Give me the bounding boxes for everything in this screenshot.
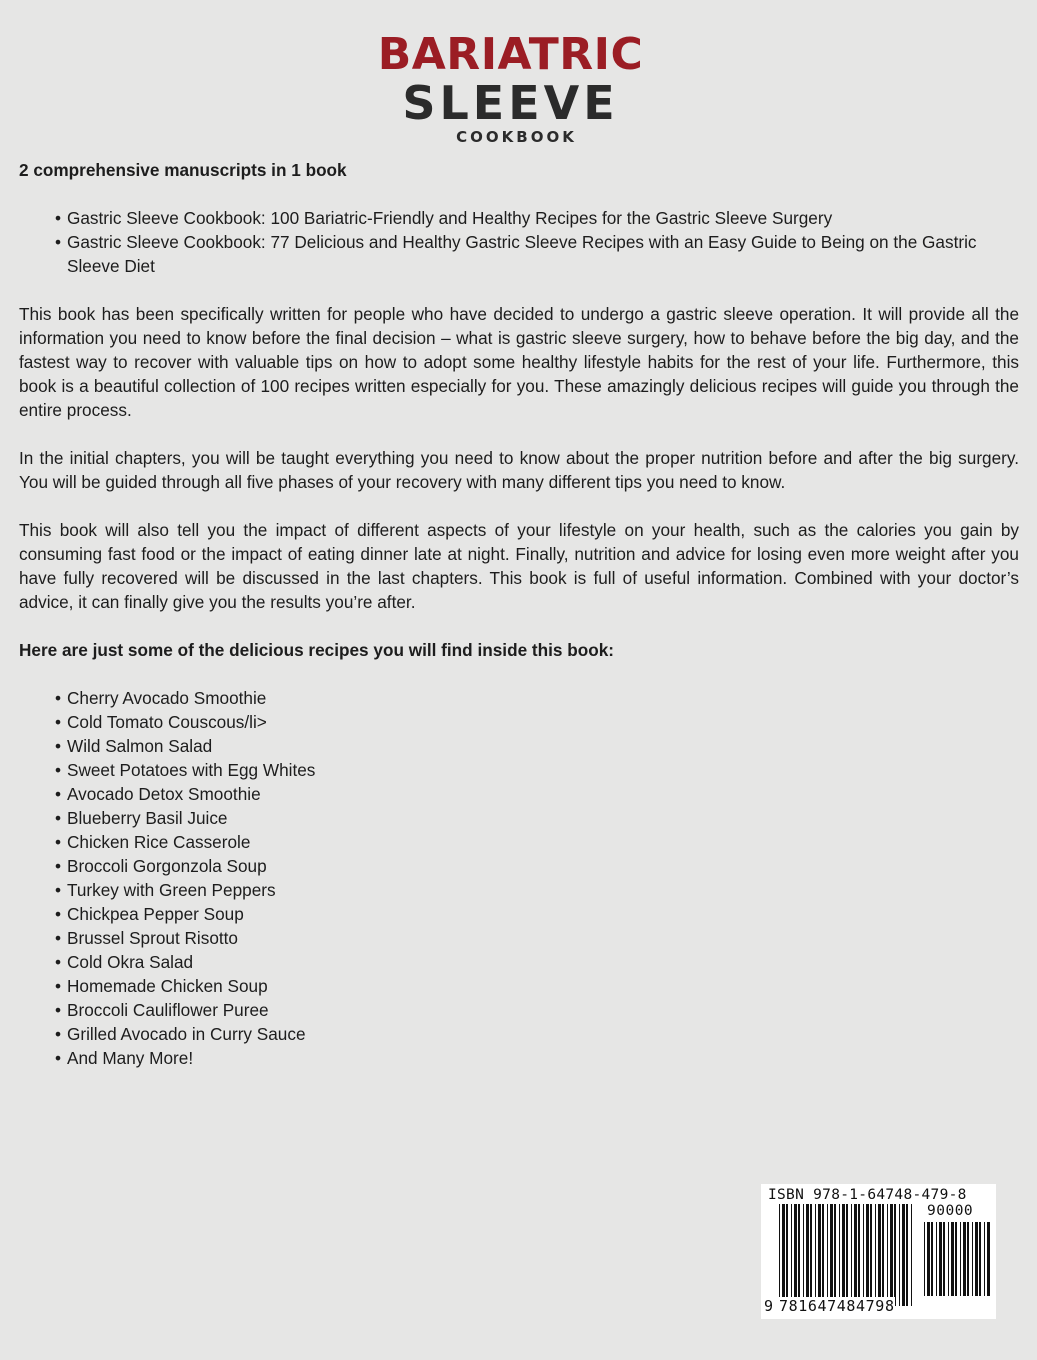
addon-bar-14	[979, 1222, 981, 1296]
main-bar-20	[858, 1204, 860, 1306]
addon-bar-4	[939, 1222, 942, 1296]
list-item: • Chicken Rice Casserole	[55, 830, 1019, 854]
title-cookbook: COOKBOOK	[456, 128, 577, 146]
main-bar-19	[854, 1204, 857, 1306]
list-item: • Blueberry Basil Juice	[55, 806, 1019, 830]
main-bar-28	[890, 1204, 893, 1306]
list-item: • Cold Okra Salad	[55, 950, 1019, 974]
main-bar-15	[839, 1204, 840, 1306]
main-bar-0	[779, 1204, 780, 1306]
list-item: • Avocado Detox Smoothie	[55, 782, 1019, 806]
main-bar-21	[863, 1204, 864, 1306]
list-item: • Brussel Sprout Risotto	[55, 926, 1019, 950]
title-sleeve: SLEEVE	[402, 76, 619, 130]
cover-title	[0, 30, 1037, 148]
addon-bar-13	[975, 1222, 978, 1296]
main-bar-25	[878, 1204, 881, 1306]
list-item: • Cold Tomato Couscous/li>	[55, 710, 1019, 734]
addon-bar-0	[924, 1222, 925, 1296]
manuscripts-heading: 2 comprehensive manuscripts in 1 book	[19, 160, 347, 180]
addon-bar-1	[927, 1222, 930, 1296]
isbn-barcode	[761, 1184, 996, 1319]
main-bar-2	[786, 1204, 788, 1306]
list-item: • Grilled Avocado in Curry Sauce	[55, 1022, 1019, 1046]
list-item: • Cherry Avocado Smoothie	[55, 686, 1019, 710]
addon-bar-15	[984, 1222, 985, 1296]
addon-bar-5	[943, 1222, 945, 1296]
main-bar-11	[822, 1204, 824, 1306]
main-bar-30	[899, 1204, 900, 1306]
main-bar-8	[810, 1204, 812, 1306]
description-paragraph-3: This book will also tell you the impact of different aspects of your lifestyle on your health, such as the calories you gain by consuming fast food or the impact of eating dinner late at night. Finally, nutrition and advice for losing even more weight after you have fully recovered will be discussed in the last chapters. This book is full of useful information. Combined with your doctor’s advice, it can finally give you the results you’re after.	[19, 520, 1019, 612]
addon-bar-16	[987, 1222, 990, 1296]
main-bar-27	[887, 1204, 888, 1306]
main-bar-33	[911, 1204, 912, 1306]
addon-bar-12	[972, 1222, 973, 1296]
addon-bar-11	[967, 1222, 969, 1296]
addon-bar-6	[948, 1222, 949, 1296]
price-code: 90000	[927, 1203, 974, 1219]
list-item: • Wild Salmon Salad	[55, 734, 1019, 758]
main-bar-5	[798, 1204, 800, 1306]
main-bar-32	[906, 1204, 908, 1306]
addon-bar-7	[951, 1222, 954, 1296]
isbn-number: ISBN 978-1-64748-479-8	[768, 1187, 967, 1203]
main-bar-7	[806, 1204, 809, 1306]
main-bar-14	[834, 1204, 836, 1306]
list-item: • Turkey with Green Peppers	[55, 878, 1019, 902]
main-bar-10	[818, 1204, 821, 1306]
main-bar-17	[846, 1204, 848, 1306]
list-item: • Chickpea Pepper Soup	[55, 902, 1019, 926]
manuscripts-list	[19, 206, 1019, 278]
addon-bar-8	[955, 1222, 957, 1296]
main-bar-23	[870, 1204, 872, 1306]
list-item: • Broccoli Gorgonzola Soup	[55, 854, 1019, 878]
main-bar-18	[851, 1204, 852, 1306]
recipes-list	[19, 686, 1019, 1070]
main-bar-22	[866, 1204, 869, 1306]
main-bar-12	[827, 1204, 828, 1306]
main-bar-9	[815, 1204, 816, 1306]
title-bariatric: BARIATRIC	[377, 29, 644, 80]
list-item: • And Many More!	[55, 1046, 1019, 1070]
main-bar-3	[791, 1204, 792, 1306]
main-bar-24	[875, 1204, 876, 1306]
list-item: • Broccoli Cauliflower Puree	[55, 998, 1019, 1022]
list-item: • Gastric Sleeve Cookbook: 100 Bariatric-Friendly and Healthy Recipes for the Gastric Sleeve Surgery	[55, 206, 1019, 230]
main-bar-1	[782, 1204, 785, 1306]
main-bar-16	[842, 1204, 845, 1306]
main-bar-29	[894, 1204, 896, 1306]
ean-digits: 781647484798	[779, 1297, 895, 1315]
description-paragraph-2: In the initial chapters, you will be taught everything you need to know about the proper nutrition before and after the big surgery. You will be guided through all five phases of your recovery with many different tips you need to know.	[19, 448, 1019, 492]
main-bar-6	[803, 1204, 804, 1306]
main-bar-4	[794, 1204, 797, 1306]
addon-bar-2	[931, 1222, 933, 1296]
addon-bar-10	[963, 1222, 966, 1296]
main-bar-31	[902, 1204, 905, 1306]
description-paragraph-1: This book has been specifically written for people who have decided to undergo a gastric sleeve operation. It will provide all the information you need to know before the final decision – what is gastric sleeve surgery, how to behave before the big day, and the fastest way to recover with valuable tips on how to adopt some healthy lifestyle habits for the rest of your life. Furthermore, this book is a beautiful collection of 100 recipes written especially for you. These amazingly delicious recipes will guide you through the entire process.	[19, 304, 1019, 420]
ean-first-digit: 9	[764, 1297, 774, 1315]
addon-bar-3	[936, 1222, 937, 1296]
addon-bar-9	[960, 1222, 961, 1296]
main-bar-13	[830, 1204, 833, 1306]
recipes-heading: Here are just some of the delicious recipes you will find inside this book:	[19, 640, 615, 660]
back-cover-text	[19, 158, 1019, 1070]
list-item: • Sweet Potatoes with Egg Whites	[55, 758, 1019, 782]
list-item: • Gastric Sleeve Cookbook: 77 Delicious and Healthy Gastric Sleeve Recipes with an Easy Guide to Being on the Gastric Sleeve Diet	[55, 230, 1019, 278]
list-item: • Homemade Chicken Soup	[55, 974, 1019, 998]
main-bar-26	[882, 1204, 884, 1306]
